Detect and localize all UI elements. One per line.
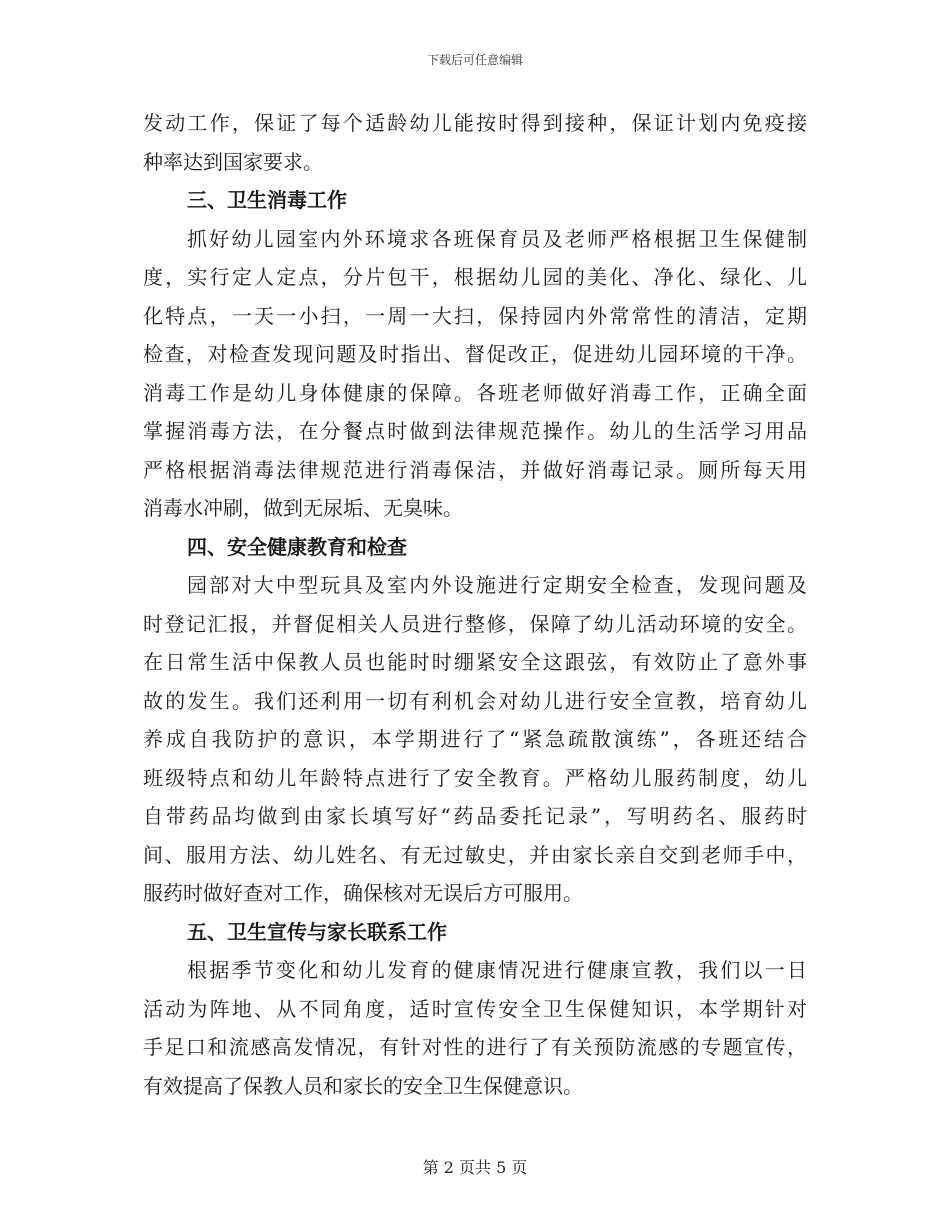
paragraph-line: 根据季节变化和幼儿发育的健康情况进行健康宣教，我们以一日 [187, 958, 807, 982]
paragraph-line: 班级特点和幼儿年龄特点进行了安全教育。严格幼儿服药制度，幼儿 [143, 765, 807, 790]
paragraph-line: 自带药品均做到由家长填写好“药品委托记录”，写明药名、服药时 [143, 804, 807, 828]
paragraph [143, 220, 807, 528]
paragraph-line: 养成自我防护的意识，本学期进行了“紧急疏散演练”，各班还结合 [143, 727, 807, 751]
section-heading: 五、卫生宣传与家长联系工作 [187, 919, 447, 944]
paragraph-line: 抓好幼儿园室内外环境求各班保育员及老师严格根据卫生保健制 [187, 226, 807, 251]
paragraph-line: 度，实行定人定点，分片包干，根据幼儿园的美化、净化、绿化、儿 [143, 265, 807, 289]
paragraph-line: 严格根据消毒法律规范进行消毒保洁，并做好消毒记录。厕所每天用 [143, 457, 807, 482]
paragraph-line: 有效提高了保教人员和家长的安全卫生保健意识。 [143, 1073, 583, 1098]
paragraph [143, 566, 807, 913]
paragraph-line: 消毒水冲刷，做到无尿垢、无臭味。 [143, 496, 463, 520]
footer-prefix: 第 [422, 1158, 444, 1177]
paragraph-line: 时登记汇报，并督促相关人员进行整修，保障了幼儿活动环境的安全。 [143, 611, 807, 636]
paragraph-line: 化特点，一天一小扫，一周一大扫，保持园内外常常性的清洁，定期 [143, 303, 807, 328]
paragraph-line: 检查，对检查发现问题及时指出、督促改正，促进幼儿园环境的干净。 [143, 342, 807, 366]
footer-suffix: 页 [506, 1158, 528, 1177]
paragraph-line: 手足口和流感高发情况，有针对性的进行了有关预防流感的专题宣传， [143, 1035, 807, 1059]
footer-total-pages: 5 [496, 1158, 507, 1177]
document-body [143, 104, 807, 1105]
paragraph [143, 951, 807, 1105]
section-heading: 三、卫生消毒工作 [187, 188, 347, 212]
paragraph-line: 故的发生。我们还利用一切有利机会对幼儿进行安全宣教，培育幼儿 [143, 688, 807, 713]
paragraph-line: 发动工作，保证了每个适龄幼儿能按时得到接种，保证计划内免疫接 [143, 111, 807, 135]
paragraph-line: 服药时做好查对工作，确保核对无误后方可服用。 [143, 881, 583, 905]
page-footer [0, 1155, 950, 1178]
header-note: 下载后可任意编辑 [426, 53, 523, 67]
section-heading: 四、安全健康教育和检查 [187, 534, 407, 559]
paragraph [143, 104, 807, 181]
paragraph-line: 在日常生活中保教人员也能时时绷紧安全这跟弦，有效防止了意外事 [143, 650, 807, 674]
paragraph-line: 种率达到国家要求。 [143, 149, 323, 174]
paragraph-line: 间、服用方法、幼儿姓名、有无过敏史，并由家长亲自交到老师手中， [143, 842, 807, 867]
paragraph-line: 掌握消毒方法，在分餐点时做到法律规范操作。幼儿的生活学习用品 [143, 419, 807, 443]
footer-middle: 页共 [453, 1158, 497, 1177]
paragraph-line: 消毒工作是幼儿身体健康的保障。各班老师做好消毒工作，正确全面 [143, 380, 807, 405]
paragraph-line: 活动为阵地、从不同角度，适时宣传安全卫生保健知识，本学期针对 [143, 996, 807, 1021]
footer-page-number: 2 [443, 1158, 454, 1177]
paragraph-line: 园部对大中型玩具及室内外设施进行定期安全检查，发现问题及 [187, 573, 807, 597]
